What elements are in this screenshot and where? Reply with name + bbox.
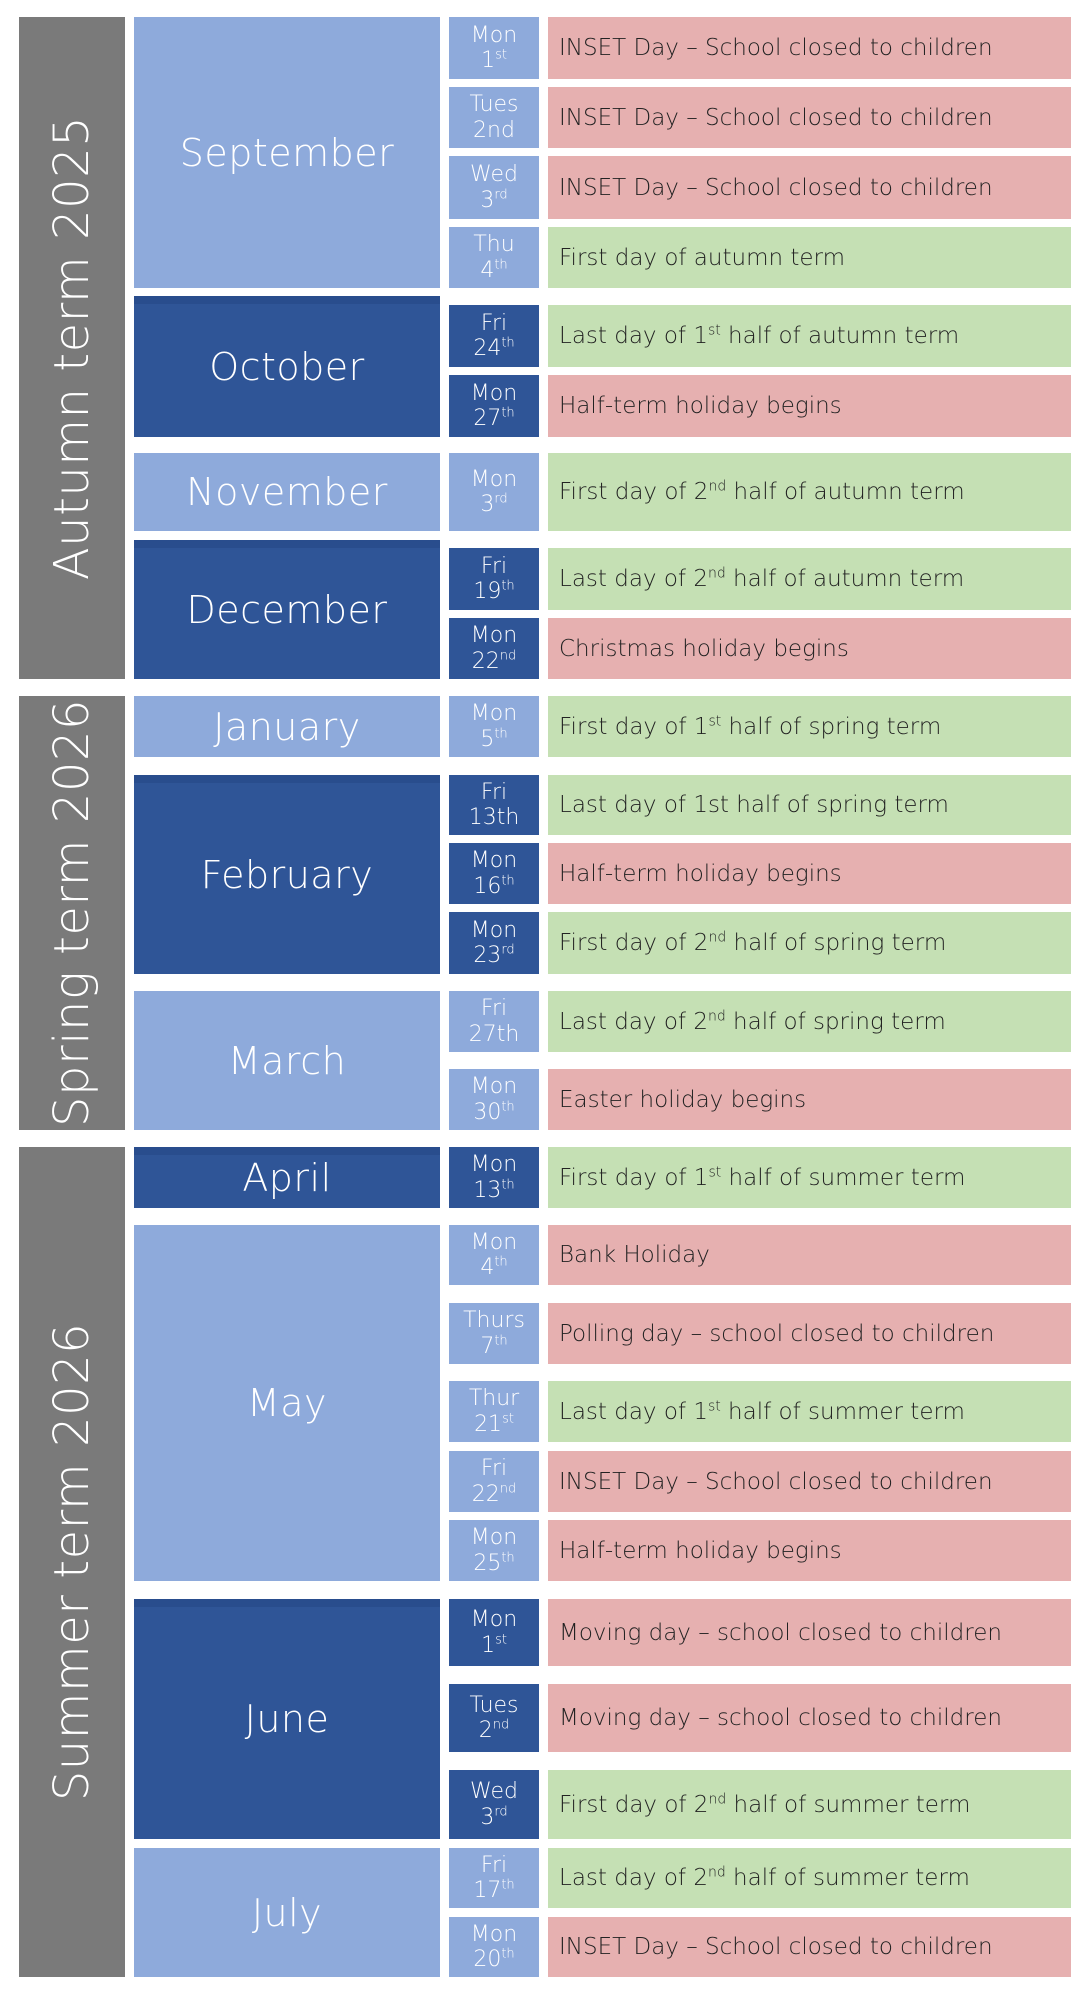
event-text	[559, 35, 993, 61]
date-cell	[449, 1917, 539, 1977]
date-number: 13	[473, 1177, 502, 1203]
event-superscript: st	[707, 322, 721, 339]
event-text	[559, 393, 842, 419]
month-block	[134, 540, 440, 679]
month-name: June	[244, 1697, 330, 1741]
date-number: 21	[474, 1411, 503, 1437]
date-suffix: th	[501, 578, 515, 594]
date-number-line	[473, 1551, 514, 1576]
weekday: Thurs	[463, 1308, 525, 1334]
date-number-line	[473, 406, 514, 431]
month-block	[134, 453, 440, 531]
date-number: 25	[473, 1550, 502, 1576]
date-number-line	[473, 336, 514, 361]
closure-event	[548, 1069, 1071, 1130]
date-suffix: nd	[492, 1717, 510, 1733]
month-name: October	[209, 344, 365, 389]
event-text-part: Christmas holiday begins	[559, 635, 849, 662]
date-suffix: th	[494, 726, 508, 742]
weekday: Fri	[480, 996, 508, 1022]
event-text	[559, 479, 965, 505]
weekday: Tues	[469, 1692, 519, 1718]
event-text	[559, 1399, 965, 1425]
term-bar	[19, 17, 125, 679]
date-suffix: nd	[499, 648, 517, 664]
event-text-part: half of autumn term	[726, 479, 965, 505]
event-superscript: st	[707, 1397, 721, 1414]
term-label: Spring term 2026	[44, 699, 100, 1127]
date-number-line	[480, 1334, 507, 1359]
event-text	[559, 861, 842, 887]
term-label: Autumn term 2025	[44, 115, 100, 581]
closure-event	[548, 17, 1071, 79]
term-bar	[19, 1147, 125, 1977]
date-cell	[449, 1303, 539, 1364]
date-number-line	[472, 1482, 517, 1507]
month-name: May	[246, 1381, 328, 1425]
event-text-part: half of summer term	[720, 1398, 965, 1425]
closure-event	[548, 156, 1071, 219]
date-suffix: th	[494, 1254, 508, 1270]
month-name: April	[242, 1155, 332, 1200]
event-text-part: Last day of 1st half of spring term	[559, 792, 949, 818]
date-number-line	[473, 1100, 514, 1125]
date-number: 19	[473, 579, 502, 604]
closure-event	[548, 1451, 1071, 1512]
weekday: Mon	[470, 466, 518, 492]
date-cell	[449, 1381, 539, 1442]
date-number-line	[481, 1633, 507, 1658]
date-cell	[449, 305, 539, 367]
date-cell	[449, 1225, 539, 1285]
date-number: 16	[473, 873, 502, 899]
month-block	[134, 17, 440, 288]
weekday: Fri	[480, 779, 508, 805]
event-text	[559, 566, 964, 592]
event-text-part: First day of 1	[559, 713, 709, 740]
month-block	[134, 1147, 440, 1208]
event-text	[559, 930, 946, 956]
event-text-part: half of summer term	[725, 1865, 970, 1891]
date-number: 27	[473, 406, 502, 431]
date-number: 3	[480, 492, 495, 517]
date-number-line	[473, 1178, 514, 1203]
weekday: Wed	[470, 1779, 518, 1805]
date-cell	[449, 375, 539, 437]
date-cell	[449, 696, 539, 757]
date-cell	[449, 156, 539, 219]
event-text-part: First day of autumn term	[559, 244, 845, 271]
event-text-part: Last day of 1	[559, 1398, 708, 1425]
date-cell	[449, 1451, 539, 1512]
date-number: 4	[480, 257, 495, 283]
month-block	[134, 1599, 440, 1839]
month-name: November	[186, 470, 388, 514]
event-text-part: Half-term holiday begins	[559, 860, 842, 887]
date-cell	[449, 453, 539, 531]
date-number: 20	[473, 1947, 502, 1972]
date-number-line	[480, 1255, 507, 1280]
event-superscript: nd	[708, 929, 727, 946]
month-block	[134, 775, 440, 974]
date-number: 24	[473, 336, 502, 361]
date-number: 30	[473, 1099, 502, 1125]
event-text-part: Last day of 2	[559, 566, 708, 592]
weekday: Mon	[470, 1607, 518, 1633]
term-bar	[19, 696, 125, 1130]
closure-event	[548, 843, 1071, 904]
event-text-part: First day of 2	[559, 1791, 709, 1818]
date-number: 3	[480, 1804, 495, 1830]
month-name: July	[251, 1890, 323, 1935]
date-number-line	[473, 579, 514, 604]
date-number-line	[473, 118, 515, 143]
event-superscript: nd	[708, 478, 727, 495]
event-text-part: Moving day – school closed to children	[559, 1705, 1002, 1731]
event-text	[559, 1009, 946, 1035]
date-number-line	[469, 805, 520, 830]
event-superscript: nd	[707, 1007, 726, 1024]
event-text-part: Half-term holiday begins	[559, 393, 842, 419]
date-cell	[449, 17, 539, 79]
closure-event	[548, 1303, 1071, 1364]
event-text-part: INSET Day – School closed to children	[559, 174, 993, 201]
date-suffix: th	[501, 1177, 515, 1193]
date-number-line	[479, 1718, 510, 1743]
date-suffix: th	[501, 405, 515, 421]
date-cell	[449, 991, 539, 1052]
event-text	[559, 1865, 970, 1891]
event-text	[559, 1934, 993, 1960]
event-superscript: st	[708, 1163, 722, 1180]
month-name: February	[200, 852, 374, 897]
term-label: Summer term 2026	[44, 1322, 100, 1802]
closure-event	[548, 1225, 1071, 1285]
closure-event	[548, 87, 1071, 148]
term-event	[548, 775, 1071, 835]
date-number: 2nd	[473, 117, 515, 143]
closure-event	[548, 1684, 1071, 1752]
date-number-line	[480, 188, 507, 213]
closure-event	[548, 1917, 1071, 1977]
weekday: Mon	[470, 1921, 518, 1947]
date-number: 3	[480, 187, 495, 213]
date-suffix: th	[494, 257, 508, 273]
date-number-line	[472, 649, 517, 674]
event-text-part: half of autumn term	[720, 323, 960, 349]
date-cell	[449, 775, 539, 835]
event-text-part: Last day of 2	[559, 1008, 708, 1035]
event-text-part: INSET Day – School closed to children	[559, 1468, 993, 1495]
date-number-line	[480, 1805, 507, 1830]
date-number: 7	[480, 1333, 495, 1359]
date-number-line	[474, 1412, 514, 1437]
event-text	[559, 245, 845, 271]
date-number: 1	[481, 1632, 496, 1658]
term-event	[548, 1381, 1071, 1442]
date-suffix: nd	[499, 1481, 517, 1497]
weekday: Fri	[480, 553, 508, 579]
date-suffix: th	[501, 335, 515, 351]
date-suffix: st	[495, 47, 507, 63]
date-cell	[449, 87, 539, 148]
month-name: September	[179, 130, 395, 175]
month-block	[134, 296, 440, 437]
closure-event	[548, 375, 1071, 437]
event-text-part: Half-term holiday begins	[559, 1537, 842, 1564]
month-name: March	[227, 1038, 347, 1083]
date-number: 22	[471, 648, 500, 674]
event-text-part: Easter holiday begins	[559, 1086, 807, 1113]
date-number: 4	[480, 1255, 495, 1280]
term-event	[548, 912, 1071, 974]
term-event	[548, 696, 1071, 757]
event-text-part: Polling day – school closed to children	[559, 1320, 995, 1347]
date-suffix: rd	[501, 942, 515, 958]
date-number: 2	[478, 1718, 493, 1743]
event-text-part: half of spring term	[725, 1008, 946, 1035]
date-number-line	[480, 492, 507, 517]
date-number: 13th	[468, 805, 520, 830]
weekday: Mon	[470, 1229, 518, 1255]
date-suffix: th	[501, 873, 515, 889]
weekday: Thu	[473, 232, 515, 258]
closure-event	[548, 1599, 1071, 1666]
event-text	[559, 1087, 806, 1113]
event-text	[559, 792, 949, 818]
term-event	[548, 305, 1071, 367]
date-cell	[449, 1147, 539, 1208]
weekday: Mon	[470, 1074, 518, 1100]
event-superscript: nd	[707, 1864, 726, 1881]
date-suffix: th	[501, 1877, 515, 1893]
date-number: 27th	[468, 1021, 520, 1047]
weekday: Fri	[480, 1456, 508, 1482]
date-number: 5	[480, 726, 495, 752]
date-number-line	[469, 1022, 520, 1047]
event-text	[559, 1705, 1002, 1731]
date-suffix: th	[501, 1099, 515, 1115]
event-text-part: half of spring term	[721, 713, 942, 740]
month-block	[134, 1848, 440, 1977]
event-text	[559, 1538, 842, 1564]
weekday: Mon	[470, 917, 518, 943]
event-text	[559, 1620, 1002, 1646]
date-number-line	[473, 943, 514, 968]
event-text	[559, 636, 849, 662]
event-text	[559, 323, 959, 349]
term-event	[548, 1770, 1071, 1839]
date-suffix: th	[501, 1550, 515, 1566]
date-number-line	[481, 48, 507, 73]
event-text	[559, 714, 941, 740]
date-cell	[449, 843, 539, 904]
date-suffix: st	[502, 1411, 514, 1427]
date-suffix: th	[494, 1333, 508, 1349]
closure-event	[548, 618, 1071, 679]
event-text-part: Last day of 1	[559, 323, 708, 349]
month-block	[134, 991, 440, 1130]
weekday: Mon	[470, 701, 518, 727]
weekday: Mon	[470, 380, 518, 406]
event-text	[559, 1242, 710, 1268]
date-cell	[449, 1848, 539, 1908]
month-name: December	[186, 587, 388, 632]
weekday: Mon	[470, 1525, 518, 1551]
event-text	[559, 1469, 993, 1495]
event-text	[559, 1792, 970, 1818]
date-number-line	[473, 874, 514, 899]
weekday: Mon	[470, 623, 518, 649]
date-cell	[449, 227, 539, 288]
date-cell	[449, 1684, 539, 1752]
weekday: Fri	[480, 1852, 508, 1878]
month-block	[134, 696, 440, 757]
event-text-part: half of autumn term	[725, 566, 965, 592]
term-event	[548, 227, 1071, 288]
weekday: Mon	[470, 848, 518, 874]
term-event	[548, 1147, 1071, 1208]
date-cell	[449, 1069, 539, 1130]
date-number-line	[473, 1947, 514, 1972]
term-event	[548, 1848, 1071, 1908]
month-block	[134, 1225, 440, 1581]
date-number: 17	[473, 1878, 502, 1903]
event-superscript: st	[708, 712, 722, 729]
term-event	[548, 453, 1071, 531]
term-event	[548, 991, 1071, 1052]
event-superscript: nd	[708, 1790, 727, 1807]
event-text-part: half of spring term	[726, 930, 947, 956]
event-text-part: First day of 1	[559, 1164, 709, 1191]
event-text	[559, 175, 993, 201]
event-text-part: Last day of 2	[559, 1865, 708, 1891]
event-text-part: INSET Day – School closed to children	[559, 104, 993, 131]
event-text-part: Moving day – school closed to children	[559, 1619, 1002, 1646]
event-text	[559, 1321, 994, 1347]
event-superscript: nd	[707, 565, 726, 582]
date-suffix: rd	[494, 491, 508, 507]
date-number-line	[480, 258, 507, 283]
weekday: Thur	[468, 1386, 520, 1412]
date-number: 1	[481, 48, 496, 73]
date-number-line	[480, 727, 507, 752]
weekday: Fri	[480, 310, 508, 336]
month-name: January	[213, 704, 361, 749]
date-suffix: th	[501, 1946, 515, 1962]
event-text-part: half of summer term	[726, 1791, 971, 1818]
weekday: Wed	[470, 162, 518, 188]
weekday: Mon	[470, 1152, 518, 1178]
date-cell	[449, 912, 539, 974]
date-number-line	[473, 1878, 514, 1903]
date-cell	[449, 1599, 539, 1666]
date-suffix: rd	[494, 187, 508, 203]
weekday: Mon	[470, 22, 518, 48]
date-number: 22	[471, 1481, 500, 1507]
event-text-part: First day of 2	[559, 479, 709, 505]
event-text	[559, 1165, 965, 1191]
event-text-part: half of summer term	[721, 1164, 966, 1191]
date-cell	[449, 548, 539, 610]
date-suffix: rd	[494, 1804, 508, 1820]
date-cell	[449, 1520, 539, 1581]
weekday: Tues	[469, 92, 519, 118]
date-suffix: st	[495, 1632, 507, 1648]
event-text-part: Bank Holiday	[559, 1242, 710, 1268]
date-cell	[449, 618, 539, 679]
date-number: 23	[473, 943, 502, 968]
event-text-part: INSET Day – School closed to children	[559, 35, 993, 61]
date-cell	[449, 1770, 539, 1839]
closure-event	[548, 1520, 1071, 1581]
event-text-part: First day of 2	[559, 930, 709, 956]
event-text	[559, 105, 993, 131]
term-event	[548, 548, 1071, 610]
event-text-part: INSET Day – School closed to children	[559, 1934, 993, 1960]
